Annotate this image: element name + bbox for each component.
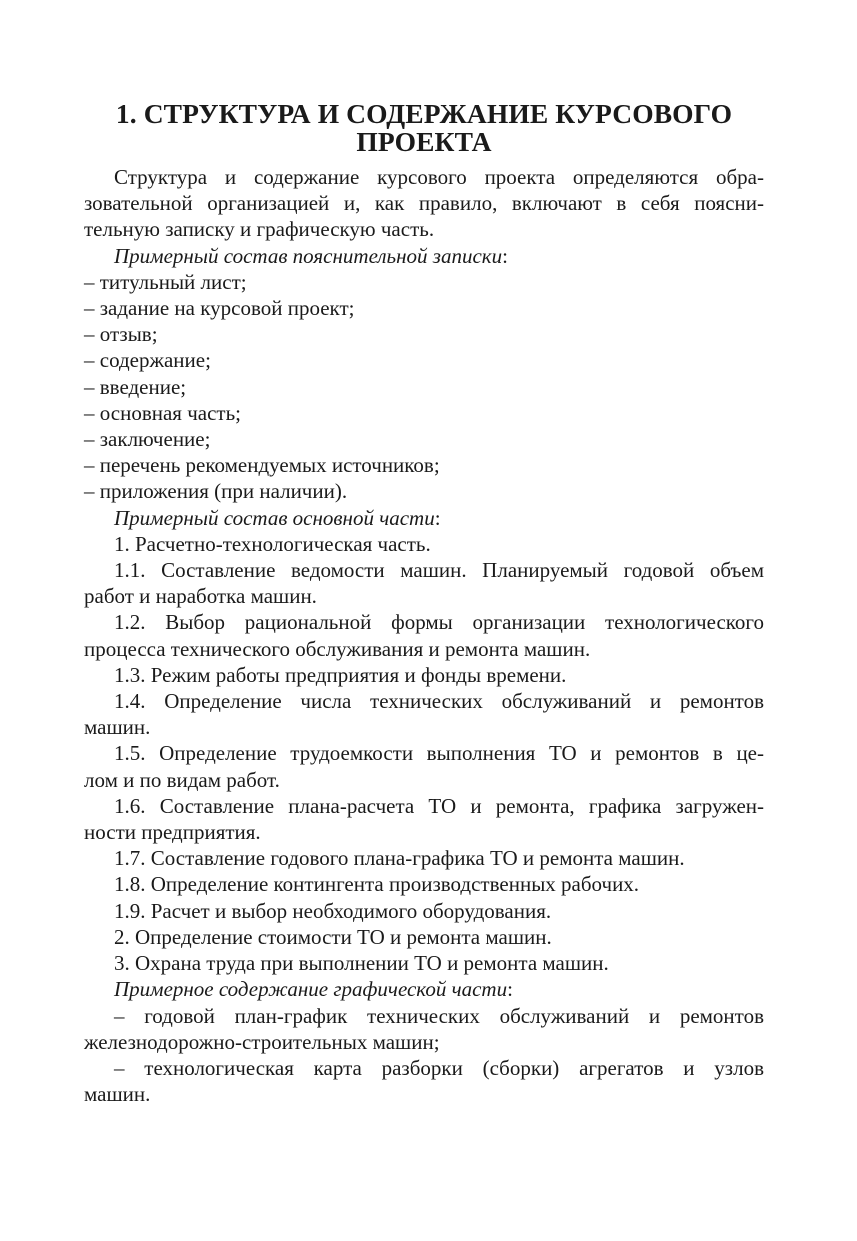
- main-section-list: [84, 531, 764, 976]
- list-item-continuation: машин.: [84, 715, 151, 740]
- list-item: 1.1. Составление ведомости машин. Планируемый годовой объем: [114, 558, 764, 583]
- intro-line-2: зовательной организацией и, как правило, включают в себя поясни-: [84, 191, 764, 216]
- intro-line-3: тельную записку и графическую часть.: [84, 217, 435, 242]
- graphic-section-list: [84, 1003, 764, 1108]
- heading-line-1: 1. СТРУКТУРА И СОДЕРЖАНИЕ КУРСОВОГО: [115, 98, 733, 129]
- list-item: – титульный лист;: [84, 269, 247, 294]
- list-item: 1. Расчетно-технологическая часть.: [114, 531, 431, 556]
- note-section-title: Примерный состав пояснительной записки:: [114, 243, 508, 268]
- list-item: 1.2. Выбор рациональной формы организации технологического: [114, 610, 764, 635]
- graphic-section-title: Примерное содержание графической части:: [114, 977, 513, 1002]
- list-item-continuation: ности предприятия.: [84, 820, 261, 845]
- main-section-title: Примерный состав основной части:: [114, 505, 441, 530]
- list-item: 1.9. Расчет и выбор необходимого оборудования.: [114, 898, 552, 923]
- list-item: – содержание;: [84, 348, 211, 373]
- list-item: 1.5. Определение трудоемкости выполнения ТО и ремонтов в це-: [114, 741, 764, 766]
- list-item-continuation: работ и наработка машин.: [84, 584, 317, 609]
- list-item: 2. Определение стоимости ТО и ремонта машин.: [114, 924, 552, 949]
- list-item: 1.8. Определение контингента производственных рабочих.: [114, 872, 640, 897]
- list-item: – отзыв;: [84, 322, 158, 347]
- list-item: – основная часть;: [84, 400, 242, 425]
- list-item: 1.7. Составление годового плана-графика ТО и ремонта машин.: [114, 846, 685, 871]
- intro-line-1: Структура и содержание курсового проекта определяются обра-: [114, 165, 764, 189]
- list-item: – введение;: [84, 374, 187, 399]
- list-item: – приложения (при наличии).: [84, 479, 348, 504]
- list-item: – перечень рекомендуемых источников;: [84, 453, 440, 478]
- heading-line-2: ПРОЕКТА: [356, 126, 492, 157]
- section-heading: [84, 100, 764, 156]
- list-item: – годовой план-график технических обслуживаний и ремонтов: [114, 1003, 764, 1028]
- list-item: – технологическая карта разборки (сборки) агрегатов и узлов: [114, 1055, 764, 1080]
- list-item-continuation: машин.: [84, 1082, 151, 1107]
- list-item-continuation: процесса технического обслуживания и ремонта машин.: [84, 636, 591, 661]
- list-item: – заключение;: [84, 427, 211, 452]
- list-item: 1.4. Определение числа технических обслуживаний и ремонтов: [114, 689, 764, 714]
- list-item: 3. Охрана труда при выполнении ТО и ремонта машин.: [114, 951, 609, 976]
- list-item-continuation: железнодорожно-строительных машин;: [84, 1029, 440, 1054]
- note-list: [84, 269, 764, 505]
- list-item: 1.3. Режим работы предприятия и фонды времени.: [114, 662, 567, 687]
- list-item: – задание на курсовой проект;: [84, 296, 355, 321]
- list-item-continuation: лом и по видам работ.: [84, 767, 280, 792]
- document-page: [84, 100, 764, 1107]
- list-item: 1.6. Составление плана-расчета ТО и ремонта, графика загружен-: [114, 793, 764, 818]
- intro-paragraph: [84, 164, 764, 243]
